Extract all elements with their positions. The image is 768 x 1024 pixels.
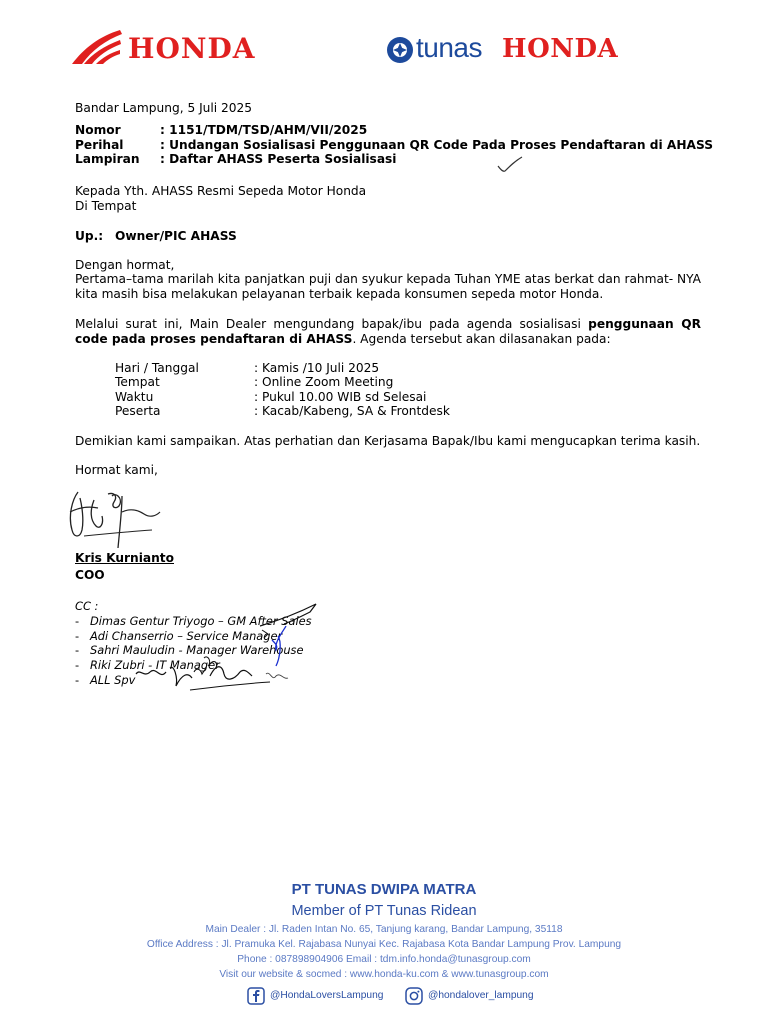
paragraph-1: Pertama–tama marilah kita panjatkan puji dan syukur kepada Tuhan YME atas berkat dan rahmat- NYA kita masih bisa melakukan pelayanan terbaik kepada konsumen sepeda motor Honda. (75, 272, 701, 301)
footer-office: Office Address : Jl. Pramuka Kel. Rajabasa Nunyai Kec. Rajabasa Kota Bandar Lampung Prov. Lampung (146, 939, 622, 950)
honda-logo (70, 28, 300, 68)
regards: Hormat kami, (75, 463, 158, 477)
detail-value: : Kamis /10 Juli 2025 (254, 361, 380, 375)
signer-title: COO (75, 568, 105, 582)
meta-key: Lampiran (75, 152, 140, 166)
cc-item: - Sahri Mauludin - Manager Warehouse (75, 643, 304, 657)
footer-website: Visit our website & socmed : www.honda-ku.com & www.tunasgroup.com (219, 969, 549, 980)
greeting: Dengan hormat, (75, 258, 175, 272)
signer-name: Kris Kurnianto (75, 551, 174, 565)
tunas-emblem-icon (386, 36, 414, 64)
detail-key: Peserta (115, 404, 161, 418)
footer-main-dealer: Main Dealer : Jl. Raden Intan No. 65, Tanjung karang, Bandar Lampung, 35118 (205, 924, 563, 935)
up-label: Up.: (75, 229, 104, 243)
paragraph-2-bold: penggunaan QR code pada proses pendaftaran di AHASS (75, 317, 701, 346)
up-value: Owner/PIC AHASS (115, 229, 237, 243)
detail-tempat (115, 375, 393, 390)
cc-item: - ALL Spv (75, 673, 136, 687)
tunas-wordmark: tunas (416, 32, 482, 63)
meta-value: : Daftar AHASS Peserta Sosialisasi (160, 152, 397, 166)
detail-value: : Online Zoom Meeting (254, 375, 394, 389)
up-line (75, 229, 237, 244)
detail-key: Waktu (115, 390, 154, 404)
recipient-line1: Kepada Yth. AHASS Resmi Sepeda Motor Honda (75, 184, 367, 198)
instagram-handle: @hondalover_lampung (428, 990, 534, 1001)
honda-wing-icon (70, 28, 124, 66)
facebook-handle: @HondaLoversLampung (270, 990, 384, 1001)
facebook-icon (247, 987, 265, 1005)
closing: Demikian kami sampaikan. Atas perhatian dan Kerjasama Bapak/Ibu kami mengucapkan terima kasih. (75, 434, 701, 448)
tunas-honda-logo (386, 30, 696, 70)
meta-lampiran (75, 152, 396, 167)
paragraph-2-end: . Agenda tersebut akan dilasanakan pada: (352, 332, 611, 346)
meta-perihal (75, 138, 713, 153)
cc-item: - Dimas Gentur Triyogo – GM After Sales (75, 614, 312, 628)
detail-hari (115, 361, 379, 376)
footer-contact: Phone : 087898904906 Email : tdm.info.honda@tunasgroup.com (237, 954, 531, 965)
tunas-honda-wordmark: HONDA (502, 34, 619, 64)
cc-item: - Riki Zubri - IT Manager (75, 658, 220, 672)
cc-label: CC : (75, 599, 99, 613)
detail-key: Hari / Tanggal (115, 361, 199, 375)
detail-key: Tempat (115, 375, 160, 389)
place-date: Bandar Lampung, 5 Juli 2025 (75, 101, 253, 115)
recipient-line2: Di Tempat (75, 199, 137, 213)
signature (64, 486, 164, 554)
cc-paraphs (130, 602, 380, 692)
meta-value: : Undangan Sosialisasi Penggunaan QR Code Pada Proses Pendaftaran di AHASS (160, 138, 713, 152)
meta-key: Nomor (75, 123, 121, 137)
paragraph-2-start: Melalui surat ini, Main Dealer mengundang bapak/ibu pada agenda sosialisasi (75, 317, 589, 331)
detail-value: : Kacab/Kabeng, SA & Frontdesk (254, 404, 450, 418)
detail-value: : Pukul 10.00 WIB sd Selesai (254, 390, 427, 404)
check-mark-icon (496, 156, 524, 174)
footer-company: PT TUNAS DWIPA MATRA (291, 881, 477, 898)
meta-nomor (75, 123, 367, 138)
cc-item: - Adi Chanserrio – Service Manager (75, 629, 283, 643)
meta-value: : 1151/TDM/TSD/AHM/VII/2025 (160, 123, 368, 137)
instagram-icon (405, 987, 423, 1005)
honda-wordmark: HONDA (128, 32, 256, 65)
detail-peserta (115, 404, 450, 419)
paragraph-2 (75, 317, 701, 347)
detail-waktu (115, 390, 426, 405)
meta-key: Perihal (75, 138, 124, 152)
footer-member: Member of PT Tunas Ridean (291, 903, 477, 919)
